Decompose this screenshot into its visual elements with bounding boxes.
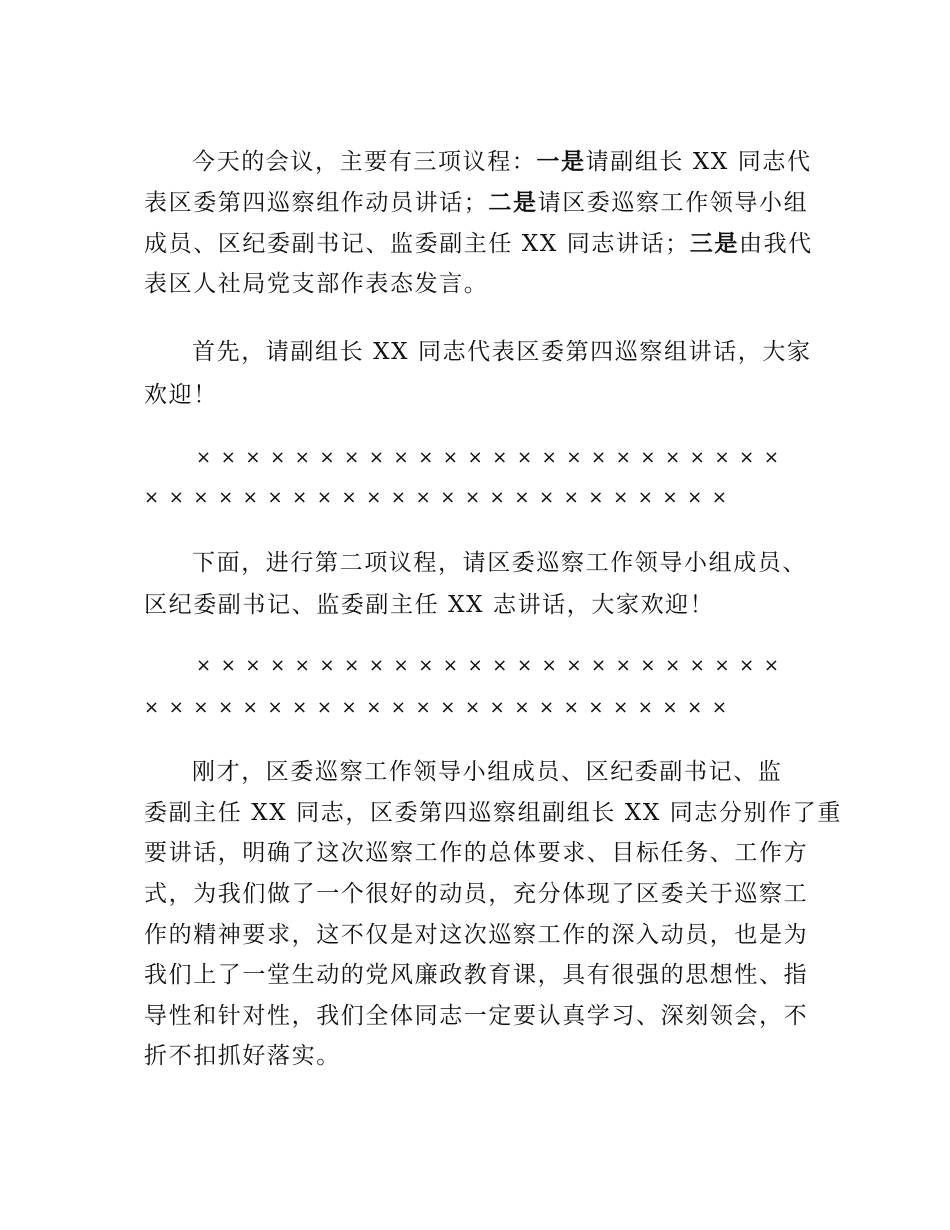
text-line — [144, 955, 808, 995]
placeholder-mark: × — [640, 447, 656, 468]
placeholder-mark: × — [711, 697, 727, 718]
placeholder-mark: × — [218, 697, 234, 718]
text-segment: 导性和针对性，我们全体同志一定要认真学习、深刻领会，不 — [144, 1003, 809, 1029]
placeholder-mark: × — [489, 487, 505, 508]
placeholder-mark: × — [714, 655, 730, 676]
text-line — [144, 1036, 341, 1076]
text-segment: 表区委第四巡察组作动员讲话； — [144, 190, 489, 216]
placeholder-mark: × — [665, 655, 681, 676]
bold-agenda-marker: 一是 — [536, 148, 586, 175]
placeholder-mark: × — [270, 447, 286, 468]
text-line — [144, 264, 488, 304]
placeholder-line — [196, 438, 789, 478]
placeholder-line — [144, 688, 737, 728]
placeholder-mark: × — [615, 655, 631, 676]
text-line — [192, 332, 812, 372]
text-line — [144, 183, 808, 223]
placeholder-mark: × — [714, 447, 730, 468]
placeholder-mark: × — [514, 697, 530, 718]
placeholder-mark: × — [316, 487, 332, 508]
text-line — [192, 752, 782, 792]
placeholder-mark: × — [242, 487, 258, 508]
placeholder-mark: × — [566, 447, 582, 468]
text-line — [144, 793, 842, 833]
placeholder-mark: × — [566, 655, 582, 676]
text-segment: 折不扣抓好落实。 — [144, 1043, 341, 1069]
placeholder-mark: × — [292, 697, 308, 718]
placeholder-mark: × — [193, 487, 209, 508]
placeholder-mark: × — [763, 447, 779, 468]
placeholder-mark: × — [440, 487, 456, 508]
placeholder-mark: × — [270, 655, 286, 676]
text-segment: 首先，请副组长 XX 同志代表区委第四巡察组讲话，大家 — [192, 339, 812, 365]
placeholder-mark: × — [739, 447, 755, 468]
placeholder-mark: × — [390, 487, 406, 508]
placeholder-mark: × — [739, 655, 755, 676]
text-line — [144, 585, 714, 625]
placeholder-mark: × — [267, 697, 283, 718]
text-segment: 由我代 — [738, 231, 813, 257]
placeholder-mark: × — [442, 655, 458, 676]
placeholder-mark: × — [591, 447, 607, 468]
text-segment: 区纪委副书记、监委副主任 XX 志讲话，大家欢迎！ — [144, 592, 715, 618]
placeholder-mark: × — [168, 697, 184, 718]
text-line — [144, 915, 808, 955]
placeholder-mark: × — [467, 447, 483, 468]
placeholder-mark: × — [492, 655, 508, 676]
placeholder-mark: × — [687, 487, 703, 508]
placeholder-mark: × — [516, 655, 533, 676]
placeholder-mark: × — [294, 447, 310, 468]
placeholder-mark: × — [464, 487, 481, 508]
placeholder-mark: × — [292, 487, 308, 508]
placeholder-mark: × — [563, 487, 579, 508]
text-segment: 要讲话，明确了这次巡察工作的总体要求、目标任务、工作方 — [144, 840, 809, 866]
placeholder-mark: × — [591, 655, 607, 676]
text-segment: 刚才，区委巡察工作领导小组成员、区纪委副书记、监 — [192, 759, 783, 785]
placeholder-mark: × — [418, 655, 434, 676]
placeholder-mark: × — [662, 697, 678, 718]
placeholder-mark: × — [464, 697, 481, 718]
placeholder-mark: × — [168, 487, 184, 508]
placeholder-mark: × — [640, 655, 656, 676]
placeholder-mark: × — [539, 487, 555, 508]
placeholder-mark: × — [220, 447, 236, 468]
placeholder-mark: × — [763, 655, 779, 676]
placeholder-mark: × — [393, 447, 409, 468]
placeholder-mark: × — [368, 447, 384, 468]
placeholder-mark: × — [440, 697, 456, 718]
placeholder-mark: × — [516, 447, 533, 468]
text-line — [144, 996, 808, 1036]
text-line — [144, 833, 808, 873]
placeholder-mark: × — [689, 447, 705, 468]
placeholder-mark: × — [418, 447, 434, 468]
placeholder-mark: × — [588, 697, 604, 718]
text-segment: 成员、区纪委副书记、监委副主任 XX 同志讲话； — [144, 231, 690, 257]
placeholder-mark: × — [662, 487, 678, 508]
text-segment: 请副组长 XX 同志代 — [585, 149, 812, 175]
placeholder-mark: × — [665, 447, 681, 468]
text-line — [144, 224, 813, 264]
placeholder-mark: × — [390, 697, 406, 718]
text-segment: 欢迎！ — [144, 382, 218, 408]
placeholder-mark: × — [539, 697, 555, 718]
placeholder-mark: × — [415, 487, 431, 508]
placeholder-mark: × — [316, 697, 332, 718]
placeholder-mark: × — [613, 697, 629, 718]
placeholder-mark: × — [467, 655, 483, 676]
placeholder-mark: × — [196, 655, 212, 676]
placeholder-mark: × — [242, 697, 258, 718]
placeholder-mark: × — [637, 697, 653, 718]
placeholder-mark: × — [368, 655, 384, 676]
placeholder-mark: × — [711, 487, 727, 508]
placeholder-mark: × — [393, 655, 409, 676]
text-line — [144, 874, 808, 914]
placeholder-mark: × — [319, 655, 335, 676]
placeholder-mark: × — [344, 655, 360, 676]
bold-agenda-marker: 二是 — [488, 189, 538, 216]
placeholder-mark: × — [344, 447, 360, 468]
placeholder-mark: × — [563, 697, 579, 718]
text-line — [192, 142, 812, 182]
text-segment: 委副主任 XX 同志，区委第四巡察组副组长 XX 同志分别作了重 — [144, 800, 842, 826]
placeholder-mark: × — [319, 447, 335, 468]
placeholder-mark: × — [193, 697, 209, 718]
text-segment: 式，为我们做了一个很好的动员，充分体现了区委关于巡察工 — [144, 881, 809, 907]
placeholder-mark: × — [689, 655, 705, 676]
placeholder-mark: × — [366, 697, 382, 718]
text-segment: 我们上了一堂生动的党风廉政教育课，具有很强的思想性、指 — [144, 962, 809, 988]
placeholder-mark: × — [514, 487, 530, 508]
placeholder-mark: × — [366, 487, 382, 508]
placeholder-mark: × — [267, 487, 283, 508]
placeholder-mark: × — [341, 697, 357, 718]
placeholder-mark: × — [442, 447, 458, 468]
text-line — [192, 543, 807, 583]
placeholder-mark: × — [218, 487, 234, 508]
placeholder-mark: × — [415, 697, 431, 718]
placeholder-line — [196, 646, 789, 686]
placeholder-mark: × — [492, 447, 508, 468]
placeholder-mark: × — [489, 697, 505, 718]
placeholder-mark: × — [245, 655, 261, 676]
placeholder-line — [144, 478, 737, 518]
placeholder-mark: × — [245, 447, 261, 468]
placeholder-mark: × — [687, 697, 703, 718]
text-segment: 请区委巡察工作领导小组 — [537, 190, 809, 216]
placeholder-mark: × — [144, 697, 160, 718]
placeholder-mark: × — [637, 487, 653, 508]
placeholder-mark: × — [294, 655, 310, 676]
placeholder-mark: × — [615, 447, 631, 468]
text-segment: 作的精神要求，这不仅是对这次巡察工作的深入动员，也是为 — [144, 922, 809, 948]
text-line — [144, 375, 218, 415]
placeholder-mark: × — [196, 447, 212, 468]
text-segment: 下面，进行第二项议程，请区委巡察工作领导小组成员、 — [192, 550, 807, 576]
text-segment: 表区人社局党支部作表态发言。 — [144, 271, 489, 297]
placeholder-mark: × — [541, 447, 557, 468]
placeholder-mark: × — [588, 487, 604, 508]
placeholder-mark: × — [341, 487, 357, 508]
text-segment: 今天的会议，主要有三项议程： — [192, 149, 537, 175]
placeholder-mark: × — [144, 487, 160, 508]
placeholder-mark: × — [541, 655, 557, 676]
bold-agenda-marker: 三是 — [689, 230, 739, 257]
placeholder-mark: × — [220, 655, 236, 676]
placeholder-mark: × — [613, 487, 629, 508]
